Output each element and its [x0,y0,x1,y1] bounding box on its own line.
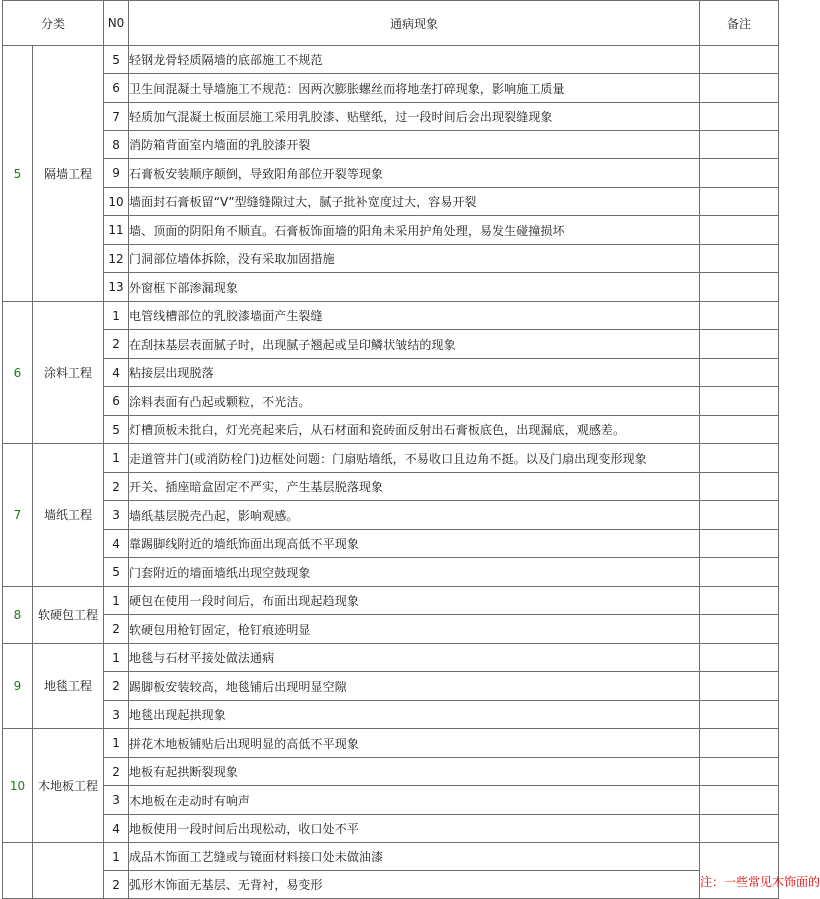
defect-text: 在刮抹基层表面腻子时，出现腻子翘起或呈印鳞状皱结的现象 [129,330,700,359]
category-name: 地毯工程 [33,644,104,729]
row-number: 3 [104,786,129,815]
category-name: 墙纸工程 [33,444,104,587]
table-row [3,587,779,615]
row-number: 10 [104,188,129,216]
defect-text: 门套附近的墙面墙纸出现空鼓现象 [129,558,700,587]
remark-cell [700,672,779,701]
row-number: 3 [104,701,129,729]
remark-note-text: 注：一些常见木饰面的 [700,875,820,889]
remark-cell [700,786,779,815]
header-remark: 备注 [700,1,779,46]
table-row [3,302,779,330]
defect-table [2,0,820,899]
remark-cell [700,758,779,786]
row-number: 1 [104,644,129,672]
row-number: 1 [104,843,129,871]
table-row [3,871,779,899]
row-number: 1 [104,587,129,615]
row-number: 2 [104,758,129,786]
table-row [3,444,779,473]
row-number: 2 [104,871,129,899]
defect-text: 地毯与石材平接处做法通病 [129,644,700,672]
remark-note [700,843,820,899]
category-number: 5 [3,46,33,302]
row-number: 4 [104,815,129,843]
table-row [3,815,779,843]
defect-text: 外窗框下部渗漏现象 [129,273,700,302]
category-number: 8 [3,587,33,644]
row-number: 7 [104,103,129,131]
category-name: 木地板工程 [33,729,104,843]
defect-text: 弧形木饰面无基层、无背衬，易变形 [129,871,700,899]
remark-cell [700,188,779,216]
defect-text: 走道管井门(或消防栓门)边框处问题：门扇贴墙纸，不易收口且边角不挺。以及门扇出现变形现象 [129,444,700,473]
defect-text: 粘接层出现脱落 [129,359,700,387]
header-row [3,1,779,46]
table-row [3,501,779,530]
table-row [3,387,779,416]
category-name: 涂料工程 [33,302,104,444]
row-number: 5 [104,558,129,587]
row-number: 2 [104,615,129,644]
row-number: 6 [104,74,129,103]
row-number: 6 [104,387,129,416]
table-row [3,701,779,729]
table-row [3,216,779,245]
header-category: 分类 [3,1,104,46]
table-row [3,729,779,758]
defect-text: 墙面封石膏板留“V”型缝缝隙过大，腻子批补宽度过大，容易开裂 [129,188,700,216]
category-number [3,843,33,899]
defect-text: 硬包在使用一段时间后，布面出现起趋现象 [129,587,700,615]
row-number: 3 [104,501,129,530]
remark-cell [700,131,779,159]
table-row [3,245,779,273]
remark-cell [700,216,779,245]
row-number: 1 [104,444,129,473]
category-number: 9 [3,644,33,729]
table-row [3,103,779,131]
remark-cell [700,558,779,587]
remark-cell [700,302,779,330]
defect-text: 开关、插座暗盒固定不严实，产生基层脱落现象 [129,473,700,501]
remark-cell [700,444,779,473]
remark-cell [700,359,779,387]
table-row [3,530,779,558]
defect-text: 地板有起拱断裂现象 [129,758,700,786]
category-number: 10 [3,729,33,843]
category-name: 隔墙工程 [33,46,104,302]
category-name [33,843,104,899]
table-row [3,416,779,444]
row-number: 2 [104,330,129,359]
remark-cell [700,530,779,558]
row-number: 5 [104,46,129,74]
remark-cell [700,644,779,672]
table-row [3,615,779,644]
category-name: 软硬包工程 [33,587,104,644]
defect-text: 门洞部位墙体拆除，没有采取加固措施 [129,245,700,273]
row-number: 1 [104,729,129,758]
remark-cell [700,501,779,530]
remark-cell [700,387,779,416]
defect-text: 地毯出现起拱现象 [129,701,700,729]
defect-text: 轻钢龙骨轻质隔墙的底部施工不规范 [129,46,700,74]
remark-cell [700,473,779,501]
table-row [3,644,779,672]
remark-cell [700,701,779,729]
row-number: 9 [104,159,129,188]
defect-text: 靠踢脚线附近的墙纸饰面出现高低不平现象 [129,530,700,558]
defect-text: 成品木饰面工艺缝或与镜面材料接口处未做油漆 [129,843,700,871]
remark-cell [700,729,779,758]
table-row [3,273,779,302]
remark-cell [700,103,779,131]
row-number: 11 [104,216,129,245]
defect-text: 墙、顶面的阴阳角不顺直。石膏板饰面墙的阳角未采用护角处理，易发生碰撞损坏 [129,216,700,245]
defect-text: 拼花木地板铺贴后出现明显的高低不平现象 [129,729,700,758]
table-row [3,558,779,587]
row-number: 8 [104,131,129,159]
defect-text: 软硬包用枪钉固定，枪钉痕迹明显 [129,615,700,644]
row-number: 1 [104,302,129,330]
row-number: 13 [104,273,129,302]
defect-text: 地板使用一段时间后出现松动，收口处不平 [129,815,700,843]
defect-text: 踢脚板安装较高，地毯铺后出现明显空隙 [129,672,700,701]
remark-cell [700,815,779,843]
remark-cell [700,159,779,188]
row-number: 5 [104,416,129,444]
remark-cell [700,330,779,359]
row-number: 2 [104,672,129,701]
table-row [3,74,779,103]
row-number: 12 [104,245,129,273]
category-number: 6 [3,302,33,444]
table-row [3,473,779,501]
row-number: 4 [104,359,129,387]
remark-cell [700,74,779,103]
table-row [3,672,779,701]
defect-text: 卫生间混凝土导墙施工不规范：因两次膨胀螺丝而将地垄打碎现象，影响施工质量 [129,74,700,103]
defect-text: 灯槽顶板未批白，灯光亮起来后，从石材面和瓷砖面反射出石膏板底色，出现漏底，观感差。 [129,416,700,444]
header-defect: 通病现象 [129,1,700,46]
defect-text: 涂料表面有凸起或颗粒，不光洁。 [129,387,700,416]
table-row [3,758,779,786]
remark-cell [700,245,779,273]
remark-cell [700,416,779,444]
category-number: 7 [3,444,33,587]
defect-text: 木地板在走动时有响声 [129,786,700,815]
table-row [3,188,779,216]
defect-text: 消防箱背面室内墙面的乳胶漆开裂 [129,131,700,159]
row-number: 2 [104,473,129,501]
defect-text: 墙纸基层脱壳凸起，影响观感。 [129,501,700,530]
defect-text: 电管线槽部位的乳胶漆墙面产生裂缝 [129,302,700,330]
remark-cell [700,273,779,302]
table-row [3,330,779,359]
table-row [3,131,779,159]
remark-cell [700,46,779,74]
table-row [3,843,779,871]
row-number: 4 [104,530,129,558]
defect-text: 轻质加气混凝土板面层施工采用乳胶漆、贴壁纸，过一段时间后会出现裂缝现象 [129,103,700,131]
table-row [3,159,779,188]
table-row [3,786,779,815]
header-no: N0 [104,1,129,46]
remark-cell [700,587,779,615]
table-row [3,46,779,74]
remark-cell [700,615,779,644]
table-row [3,359,779,387]
defect-text: 石膏板安装顺序颠倒，导致阳角部位开裂等现象 [129,159,700,188]
